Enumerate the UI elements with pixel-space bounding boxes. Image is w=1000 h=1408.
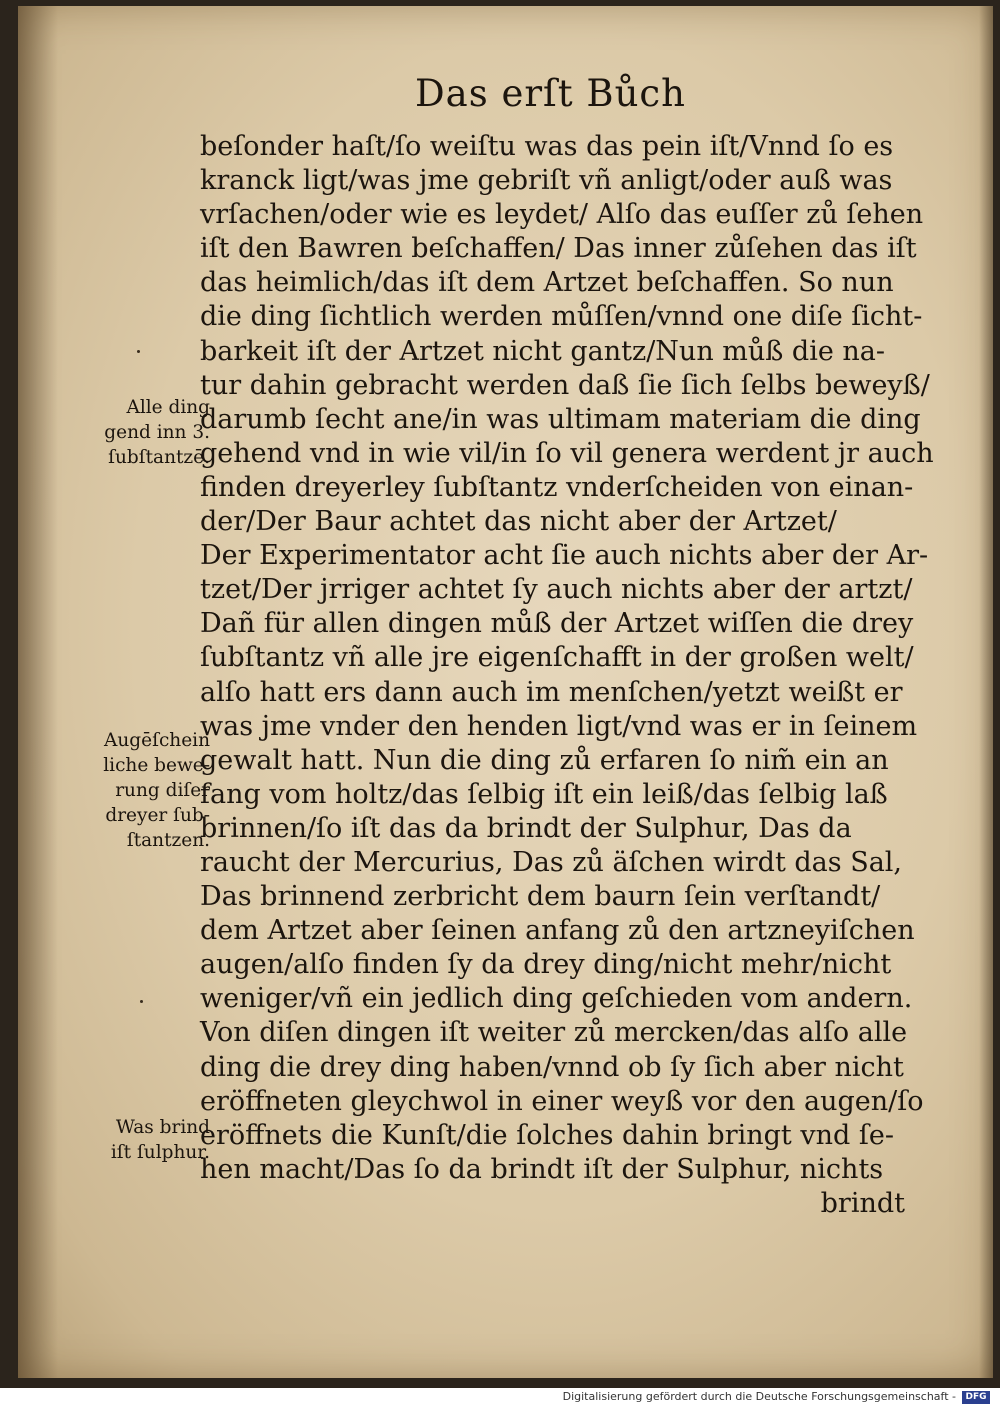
text-line: die ding ſichtlich werden můſſen/vnnd one diſe ſicht-	[200, 301, 923, 333]
text-line: Von diſen dingen iſt weiter zů mercken/das alſo alle	[200, 1017, 908, 1049]
text-line: Dañ für allen dingen můß der Artzet wiſſen die drey	[200, 608, 914, 640]
text-line: brinnen/ſo iſt das da brindt der Sulphur, Das da	[200, 812, 852, 844]
marginal-note-line: iſt ſulphur.	[110, 1142, 210, 1163]
text-line: vrſachen/oder wie es leydet/ Alſo das euſſer zů ſehen	[200, 199, 924, 231]
marginal-note-line: ſtantzen.	[126, 830, 210, 851]
text-line: gewalt hatt. Nun die ding zů erfaren ſo nim̃ ein an	[200, 744, 889, 776]
body-text	[200, 130, 934, 1221]
text-line: kranck ligt/was jme gebriſt vñ anligt/oder auß was	[200, 165, 893, 197]
marginal-note-line: ſubſtantzē.	[108, 447, 210, 468]
text-line: Der Experimentator acht ſie auch nichts aber der Ar-	[200, 540, 929, 572]
text-line: tzet/Der jrriger achtet ſy auch nichts aber der artzt/	[200, 574, 913, 606]
text-line: iſt den Bawren beſchaffen/ Das inner zůſehen das iſt	[200, 233, 917, 265]
text-line: ſubſtantz vñ alle jre eigenſchafft in der großen welt/	[200, 642, 914, 674]
text-line: fang vom holtz/das ſelbig iſt ein leiß/das ſelbig laß	[200, 778, 888, 810]
page-gutter-shadow	[18, 6, 58, 1378]
text-line: raucht der Mercurius, Das zů äſchen wirdt das Sal,	[200, 846, 903, 878]
text-line: finden dreyerley ſubſtantz vnderſcheiden von einan-	[200, 471, 914, 503]
catchword: brindt	[820, 1187, 905, 1219]
footer-bar	[0, 1388, 1000, 1408]
text-line: eröffneten gleychwol in einer weyß vor den augen/ſo	[200, 1085, 924, 1117]
page-edge-shadow	[979, 6, 993, 1378]
text-line: alſo hatt ers dann auch im menſchen/yetzt weißt er	[200, 676, 903, 708]
text-line: der/Der Baur achtet das nicht aber der Artzet/	[200, 506, 837, 538]
text-line: eröffnets die Kunſt/die ſolches dahin bringt vnd ſe-	[200, 1119, 894, 1151]
marginal-note	[60, 728, 210, 853]
running-head: Das erſt Bůch	[415, 72, 686, 115]
text-line: das heimlich/das iſt dem Artzet beſchaffen. So nun	[200, 267, 894, 299]
text-line: dem Artzet aber ſeinen anfang zů den artzneyiſchen	[200, 915, 915, 947]
marginal-note	[60, 1115, 210, 1165]
marginal-note-line: Alle ding	[126, 397, 210, 418]
text-line: augen/alſo finden ſy da drey ding/nicht mehr/nicht	[200, 949, 892, 981]
marginal-note-line: Was brind	[115, 1117, 210, 1138]
text-line: Das brinnend zerbricht dem baurn ſein verſtandt/	[200, 881, 881, 913]
marginal-note-line: Augēſchein	[104, 730, 210, 751]
marginal-note	[60, 395, 210, 470]
text-line: ding die drey ding haben/vnnd ob ſy ſich aber nicht	[200, 1051, 904, 1083]
text-line: gehend vnd in wie vil/in ſo vil genera werdent jr auch	[200, 437, 934, 469]
text-line: weniger/vñ ein jedlich ding geſchieden vom andern.	[200, 983, 913, 1015]
text-line: was jme vnder den henden ligt/vnd was er in ſeinem	[200, 710, 918, 742]
ink-speck	[137, 350, 140, 353]
text-line: darumb ſecht ane/in was ultimam materiam die ding	[200, 403, 921, 435]
marginal-note-line: rung diſer	[115, 780, 210, 801]
marginal-note-line: gend inn 3.	[104, 422, 210, 443]
footer-credit: Digitalisierung gefördert durch die Deutsche Forschungsgemeinschaft -	[562, 1390, 956, 1403]
ink-speck	[140, 1000, 143, 1003]
text-line: tur dahin gebracht werden daß ſie ſich ſelbs beweyß/	[200, 369, 930, 401]
marginal-note-line: liche bewe-	[103, 755, 210, 776]
dfg-logo-icon: DFG	[962, 1391, 990, 1404]
text-line: hen macht/Das ſo da brindt iſt der Sulphur, nichts	[200, 1153, 884, 1185]
marginal-note-line: dreyer ſub-	[105, 805, 210, 826]
text-line: barkeit iſt der Artzet nicht gantz/Nun můß die na-	[200, 335, 885, 367]
text-line: beſonder haſt/ſo weiſtu was das pein iſt/Vnnd ſo es	[200, 131, 894, 162]
